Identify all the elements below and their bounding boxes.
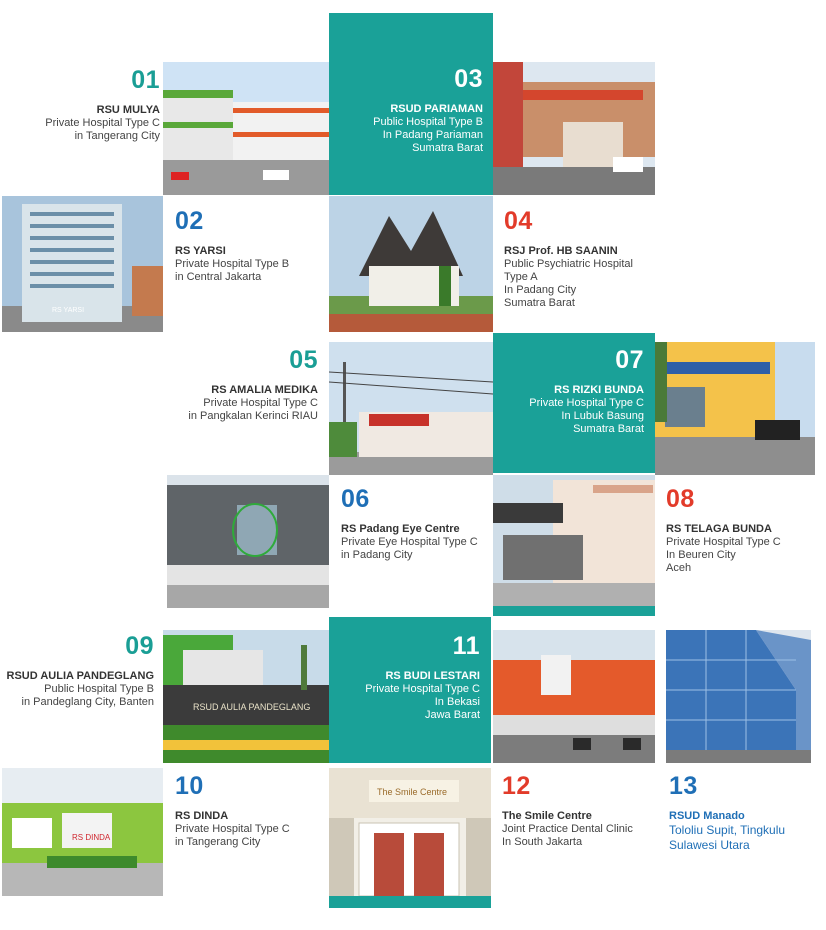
desc-line: in Pangkalan Kerinci RIAU xyxy=(188,410,318,422)
hospital-05 xyxy=(158,348,318,423)
hospital-name: RS RIZKI BUNDA xyxy=(554,384,644,396)
desc-line: Joint Practice Dental Clinic xyxy=(502,823,633,835)
hospital-name: RSJ Prof. HB SAANIN xyxy=(504,245,618,257)
desc-line: Private Hospital Type C xyxy=(175,823,290,835)
hospital-desc xyxy=(504,258,664,310)
teal-strip-12 xyxy=(329,896,491,908)
desc-line: Public Hospital Type B xyxy=(373,116,483,128)
photo-rs-budi-lestari xyxy=(493,630,655,763)
photo-sign-dinda: RS DINDA xyxy=(72,833,111,842)
hospital-number: 10 xyxy=(175,772,204,800)
hospital-desc xyxy=(175,258,335,284)
hospital-desc xyxy=(320,683,480,722)
desc-line: Public Hospital Type B xyxy=(44,683,154,695)
hospital-10 xyxy=(175,774,335,849)
desc-line: Private Hospital Type C xyxy=(365,683,480,695)
hospital-desc xyxy=(0,117,160,143)
hospital-name: RS BUDI LESTARI xyxy=(385,670,480,682)
hospital-01 xyxy=(0,68,160,143)
hospital-name: RSU MULYA xyxy=(96,104,160,116)
hospital-09 xyxy=(0,634,154,709)
hospital-number: 05 xyxy=(289,346,318,374)
hospital-desc xyxy=(669,823,826,853)
photo-sign-smile: The Smile Centre xyxy=(377,787,448,797)
hospital-number: 01 xyxy=(131,66,160,94)
hospital-name: RSUD AULIA PANDEGLANG xyxy=(6,670,154,682)
photo-rsud-pariaman xyxy=(493,62,655,195)
photo-rs-yarsi xyxy=(2,196,163,332)
desc-line: in Padang City xyxy=(341,549,413,561)
photo-rsud-manado xyxy=(666,630,811,763)
hospital-name: The Smile Centre xyxy=(502,810,592,822)
hospital-desc xyxy=(0,683,154,709)
hospital-name: RS DINDA xyxy=(175,810,229,822)
photo-the-smile-centre xyxy=(329,768,491,896)
desc-line: Sulawesi Utara xyxy=(669,838,750,852)
desc-line: In Padang Pariaman xyxy=(382,129,483,141)
desc-line: Private Hospital Type C xyxy=(203,397,318,409)
desc-line: Private Hospital Type B xyxy=(175,258,290,270)
desc-line: Sumatra Barat xyxy=(504,297,575,309)
photo-rsj-saanin xyxy=(329,196,493,332)
hospital-number: 09 xyxy=(125,632,154,660)
hospital-desc xyxy=(158,397,318,423)
hospital-number: 12 xyxy=(502,772,531,800)
hospital-name: RS AMALIA MEDIKA xyxy=(211,384,318,396)
hospital-number: 02 xyxy=(175,207,204,235)
hospital-number: 11 xyxy=(452,632,480,660)
hospital-desc xyxy=(502,823,662,849)
hospital-03 xyxy=(323,67,483,155)
desc-line: Public Psychiatric Hospital xyxy=(504,258,633,270)
desc-line: in Central Jakarta xyxy=(175,271,262,283)
desc-line: Private Hospital Type C xyxy=(529,397,644,409)
hospital-desc xyxy=(666,536,826,575)
hospital-name: RSUD PARIAMAN xyxy=(390,103,483,115)
desc-line: In Beuren City xyxy=(666,549,736,561)
hospital-11 xyxy=(320,634,480,722)
desc-line: in Tangerang City xyxy=(175,836,261,848)
desc-line: In Lubuk Basung xyxy=(561,410,644,422)
hospital-number: 03 xyxy=(454,65,483,93)
hospital-number: 06 xyxy=(341,485,370,513)
photo-rsu-mulya xyxy=(163,62,329,195)
hospital-desc xyxy=(175,823,335,849)
desc-line: Private Hospital Type C xyxy=(666,536,781,548)
desc-line: Tololiu Supit, Tingkulu xyxy=(669,823,786,837)
hospital-13 xyxy=(669,774,826,853)
hospital-08 xyxy=(666,487,826,575)
desc-line: in Pandeglang City, Banten xyxy=(21,696,154,708)
hospital-desc xyxy=(341,536,501,562)
photo-rs-rizki-bunda xyxy=(655,342,815,475)
hospital-02 xyxy=(175,209,335,284)
desc-line: In Bekasi xyxy=(434,696,480,708)
hospital-number: 04 xyxy=(504,207,533,235)
hospital-name: RS Padang Eye Centre xyxy=(341,523,460,535)
desc-line: Jawa Barat xyxy=(424,709,480,721)
desc-line: Private Eye Hospital Type C xyxy=(341,536,478,548)
photo-rs-padang-eye-centre xyxy=(167,475,329,608)
desc-line: Private Hospital Type C xyxy=(45,117,160,129)
hospital-06 xyxy=(341,487,501,562)
photo-rsud-aulia-pandeglang xyxy=(163,630,329,763)
hospital-name: RS YARSI xyxy=(175,245,226,257)
hospital-desc xyxy=(323,116,483,155)
photo-sign-aulia: RSUD AULIA PANDEGLANG xyxy=(193,702,311,712)
desc-line: In Padang City xyxy=(504,284,577,296)
teal-strip-08 xyxy=(493,606,655,616)
hospital-number: 13 xyxy=(669,772,698,800)
desc-line: Sumatra Barat xyxy=(412,142,483,154)
photo-rs-amalia-medika xyxy=(329,342,493,475)
desc-line: Sumatra Barat xyxy=(573,423,644,435)
hospital-12 xyxy=(502,774,662,849)
hospital-desc xyxy=(484,397,644,436)
hospital-name: RSUD Manado xyxy=(669,810,745,822)
desc-line: in Tangerang City xyxy=(74,130,160,142)
photo-sign-yarsi: RS YARSI xyxy=(52,307,85,314)
hospital-number: 07 xyxy=(615,346,644,374)
hospital-04 xyxy=(504,209,664,310)
desc-line: Aceh xyxy=(666,562,692,574)
photo-rs-telaga-bunda xyxy=(493,475,655,606)
hospital-07 xyxy=(484,348,644,436)
photo-rs-dinda xyxy=(2,768,163,896)
desc-line: Type A xyxy=(504,271,538,283)
hospital-number: 08 xyxy=(666,485,695,513)
desc-line: In South Jakarta xyxy=(502,836,583,848)
hospital-name: RS TELAGA BUNDA xyxy=(666,523,772,535)
